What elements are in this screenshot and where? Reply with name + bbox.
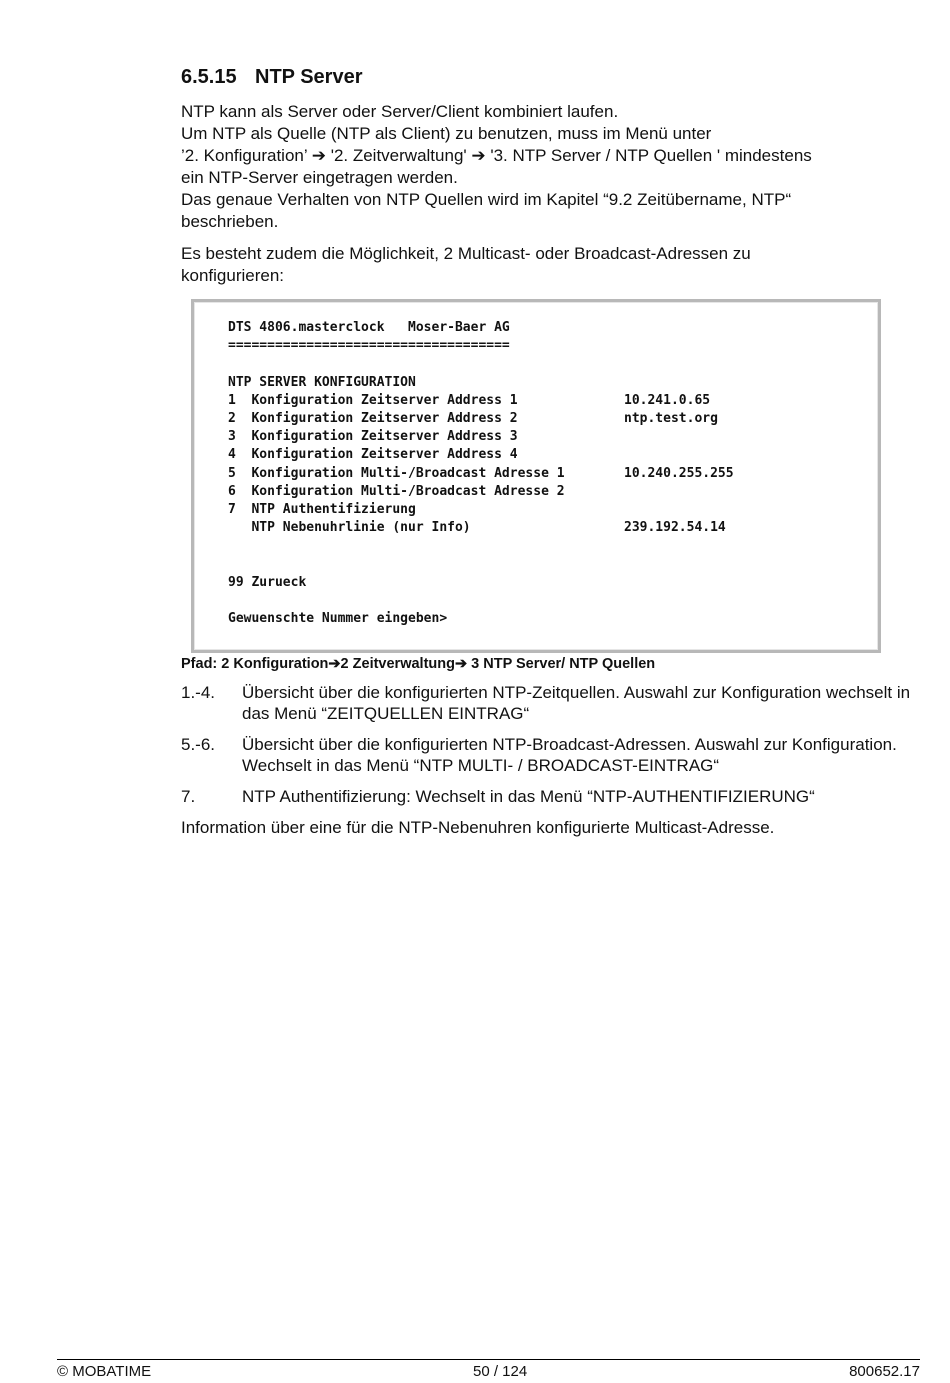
terminal-row-value: 239.192.54.14 [624,520,726,536]
terminal-back-option: 99 Zurueck [228,574,307,590]
terminal-row-value: 10.241.0.65 [624,392,711,408]
list-item [181,786,911,807]
list-item [181,682,911,724]
section-number: 6.5.15 [181,66,237,88]
terminal-row-label: 5 Konfiguration Multi-/Broadcast Adresse 1 [228,465,565,481]
intro-paragraph [181,101,911,233]
list-item-text: Übersicht über die konfigurierten NTP-Zeitquellen. Auswahl zur Konfiguration wechselt in das Menü “ZEITQUELLEN EINTRAG“ [242,683,911,723]
multicast-line: Es besteht zudem die Möglichkeit, 2 Multicast- oder Broadcast-Adressen zu [181,244,751,263]
list-item [181,734,911,776]
intro-line: ein NTP-Server eingetragen werden. [181,168,458,187]
list-item-number: 7. [181,787,196,806]
list-item-text: NTP Authentifizierung: Wechselt in das Menü “NTP-AUTHENTIFIZIERUNG“ [242,787,815,806]
terminal-row [228,446,878,464]
terminal-row-label: NTP Nebenuhrlinie (nur Info) [228,520,471,536]
multicast-paragraph [181,243,911,287]
terminal-row-label: 2 Konfiguration Zeitserver Address 2 [228,410,518,426]
list-item-number: 1.-4. [181,683,216,702]
terminal-screenshot [191,299,881,653]
page-content [181,66,911,839]
terminal-prompt: Gewuenschte Nummer eingeben> [228,611,448,626]
footer-copyright: © MOBATIME [57,1363,152,1380]
intro-line: beschrieben. [181,212,279,231]
terminal-separator: ==================================== [228,338,510,354]
terminal-row-label: 6 Konfiguration Multi-/Broadcast Adresse 2 [228,483,565,499]
terminal-row-label: 1 Konfiguration Zeitserver Address 1 [228,392,518,408]
list-item-number: 5.-6. [181,735,216,754]
multicast-line: konfigurieren: [181,266,285,285]
intro-line: NTP kann als Server oder Server/Client kombiniert laufen. [181,102,619,121]
terminal-row [228,392,878,410]
terminal-row [228,501,878,519]
terminal-row [228,410,878,428]
terminal-menu-title: NTP SERVER KONFIGURATION [228,374,416,390]
list-item-text: Übersicht über die konfigurierten NTP-Broadcast-Adressen. Auswahl zur Konfiguration. Wechselt in das Menü “NTP MULTI- / BROADCAST-EINTRAG“ [242,735,897,775]
terminal-row [228,428,878,446]
info-paragraph: Information über eine für die NTP-Nebenuhren konfigurierte Multicast-Adresse. [181,818,775,837]
footer-document-number: 800652.17 [849,1363,920,1380]
terminal-row [228,483,878,501]
terminal-row [228,519,878,537]
terminal-row-value: 10.240.255.255 [624,465,734,481]
terminal-row-label: 4 Konfiguration Zeitserver Address 4 [228,447,518,463]
intro-line: Das genaue Verhalten von NTP Quellen wird im Kapitel “9.2 Zeitübername, NTP“ [181,190,792,209]
intro-line: Um NTP als Quelle (NTP als Client) zu benutzen, muss im Menü unter [181,124,712,143]
page-footer [57,1359,920,1380]
section-heading [181,66,911,89]
terminal-header: DTS 4806.masterclock Moser-Baer AG [228,320,510,335]
figure-caption: Pfad: 2 Konfiguration➔2 Zeitverwaltung➔ 3 NTP Server/ NTP Quellen [181,656,656,672]
terminal-row [228,465,878,483]
terminal-row-label: 7 NTP Authentifizierung [228,501,416,517]
intro-line: ’2. Konfiguration’ ➔ '2. Zeitverwaltung' ➔ '3. NTP Server / NTP Quellen ' mindestens [181,146,812,165]
footer-page-number: 50 / 124 [472,1363,528,1380]
terminal-row-value: ntp.test.org [624,410,718,426]
terminal-row-label: 3 Konfiguration Zeitserver Address 3 [228,429,518,445]
section-title: NTP Server [255,66,363,88]
